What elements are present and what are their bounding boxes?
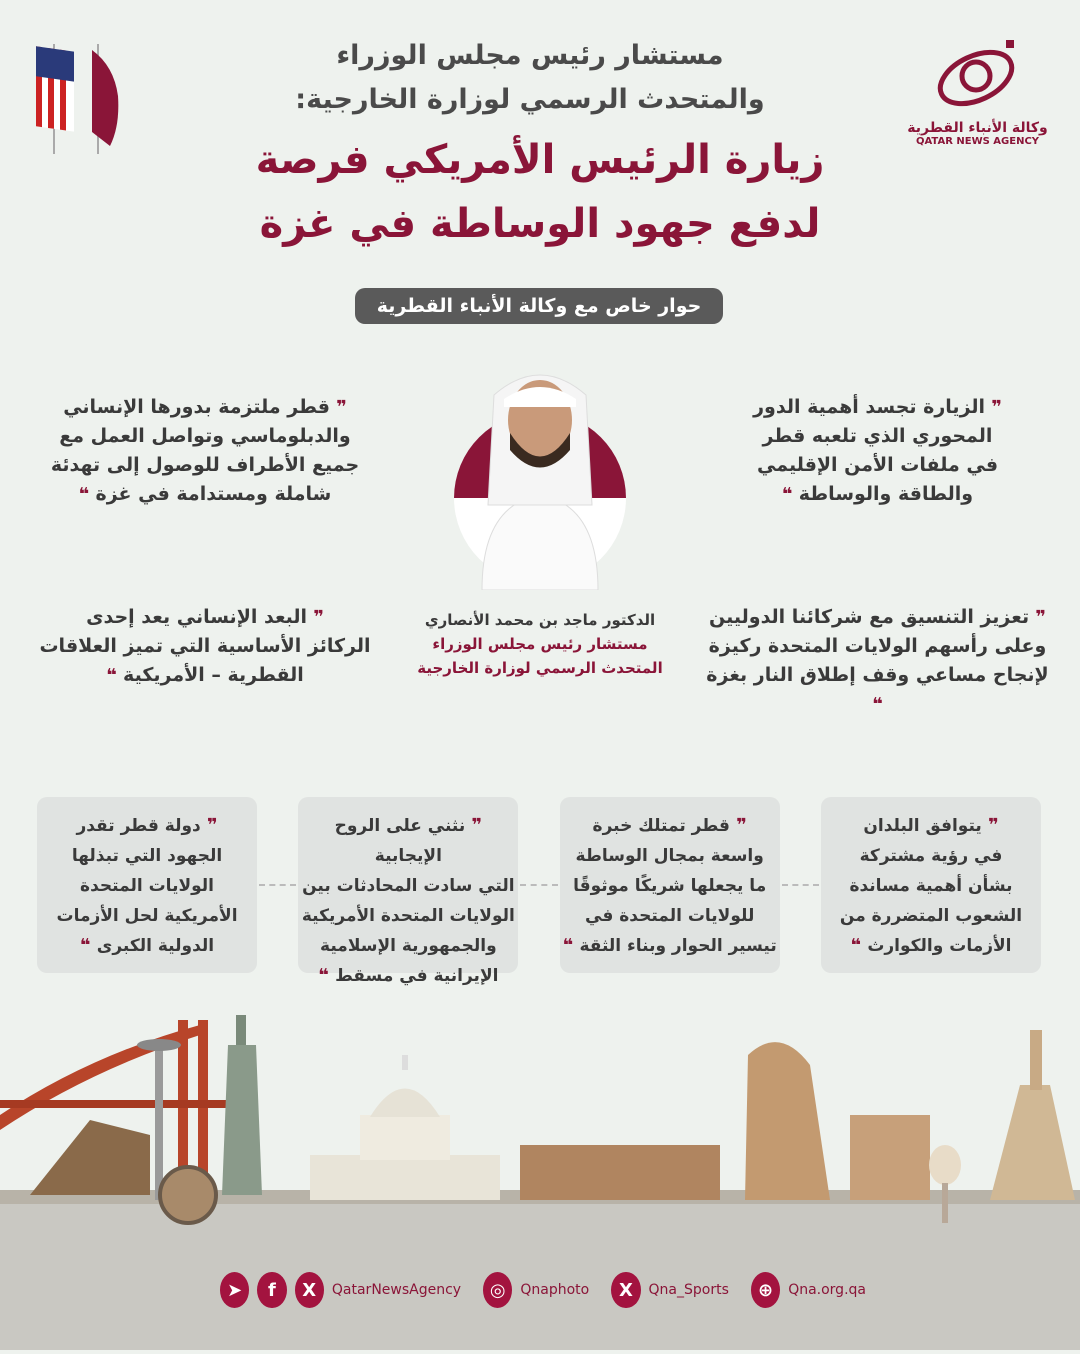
flags-icon bbox=[34, 36, 126, 156]
headline bbox=[200, 128, 880, 256]
connector bbox=[259, 884, 296, 886]
speaker-role2: المتحدث الرسمي لوزارة الخارجية bbox=[417, 659, 663, 677]
portrait-icon bbox=[452, 355, 628, 590]
social-handle-photo[interactable]: Qnaphoto bbox=[520, 1282, 590, 1298]
subtitle-line1: مستشار رئيس مجلس الوزراء bbox=[336, 40, 724, 71]
headline-line1: زيارة الرئيس الأمريكي فرصة bbox=[255, 137, 825, 183]
connector bbox=[520, 884, 557, 886]
logo-english: QATAR NEWS AGENCY bbox=[915, 136, 1040, 147]
facebook-icon[interactable]: f bbox=[257, 1272, 286, 1308]
quote-bottom-right: ❞ تعزيز التنسيق مع شركائنا الدوليين وعلى رأسهم الولايات المتحدة ركيزة لإنجاح مساعي وقف إطلاق النار بغزة ❝ bbox=[706, 606, 1049, 715]
subtitle-line2: والمتحدث الرسمي لوزارة الخارجية: bbox=[295, 84, 765, 115]
key-point-card: ❞ قطر تمتلك خبرة واسعة بمجال الوساطة ما يجعلها شريكًا موثوقًا للولايات المتحدة في تيسير الحوار وبناء الثقة ❝ bbox=[560, 797, 780, 973]
subtitle bbox=[250, 34, 810, 122]
speaker-caption bbox=[390, 608, 690, 680]
globe-icon[interactable]: ⊕ bbox=[751, 1272, 780, 1308]
headline-line2: لدفع جهود الوساطة في غزة bbox=[259, 201, 821, 247]
instagram-icon[interactable]: ◎ bbox=[483, 1272, 512, 1308]
telegram-icon[interactable]: ➤ bbox=[220, 1272, 249, 1308]
x-icon[interactable]: X bbox=[295, 1272, 324, 1308]
footer-social bbox=[220, 1270, 880, 1310]
x-icon[interactable]: X bbox=[611, 1272, 640, 1308]
speaker-name: الدكتور ماجد بن محمد الأنصاري bbox=[424, 611, 656, 629]
flags bbox=[34, 36, 126, 156]
logo-arabic: وكالة الأنباء القطرية bbox=[907, 120, 1048, 136]
quote-top-right: ❞ الزيارة تجسد أهمية الدور المحوري الذي تلعبه قطر في ملفات الأمن الإقليمي والطاقة والوساطة ❝ bbox=[753, 396, 1002, 505]
key-point-card: ❞ نثني على الروح الإيجابية التي سادت المحادثات بين الولايات المتحدة الأمريكية والجمهورية الإسلامية الإيرانية في مسقط ❝ bbox=[298, 797, 518, 973]
key-point-card: ❞ يتوافق البلدان في رؤية مشتركة بشأن أهمية مساندة الشعوب المتضررة من الأزمات والكوارث ❝ bbox=[821, 797, 1041, 973]
speaker-portrait bbox=[452, 355, 628, 590]
interview-pill: حوار خاص مع وكالة الأنباء القطرية bbox=[355, 288, 723, 324]
connector bbox=[782, 884, 819, 886]
key-points bbox=[37, 797, 1041, 986]
qna-logo bbox=[905, 36, 1050, 147]
quote-bottom-left: ❞ البعد الإنساني يعد إحدى الركائز الأساسية التي تميز العلاقات القطرية – الأمريكية ❝ bbox=[39, 606, 371, 686]
quote-top-left: ❞ قطر ملتزمة بدورها الإنساني والدبلوماسي وتواصل العمل مع جميع الأطراف للوصول إلى تهدئة شاملة ومستدامة في غزة ❝ bbox=[50, 396, 360, 505]
website-link[interactable]: Qna.org.qa bbox=[788, 1282, 866, 1298]
social-handle-main[interactable]: QatarNewsAgency bbox=[331, 1282, 462, 1298]
speaker-role1: مستشار رئيس مجلس الوزراء bbox=[432, 635, 648, 653]
social-handle-sports[interactable]: Qna_Sports bbox=[648, 1282, 729, 1298]
qna-logo-icon bbox=[928, 36, 1028, 116]
key-point-card: ❞ دولة قطر تقدر الجهود التي تبذلها الولايات المتحدة الأمريكية لحل الأزمات الدولية الكبرى ❝ bbox=[37, 797, 257, 973]
